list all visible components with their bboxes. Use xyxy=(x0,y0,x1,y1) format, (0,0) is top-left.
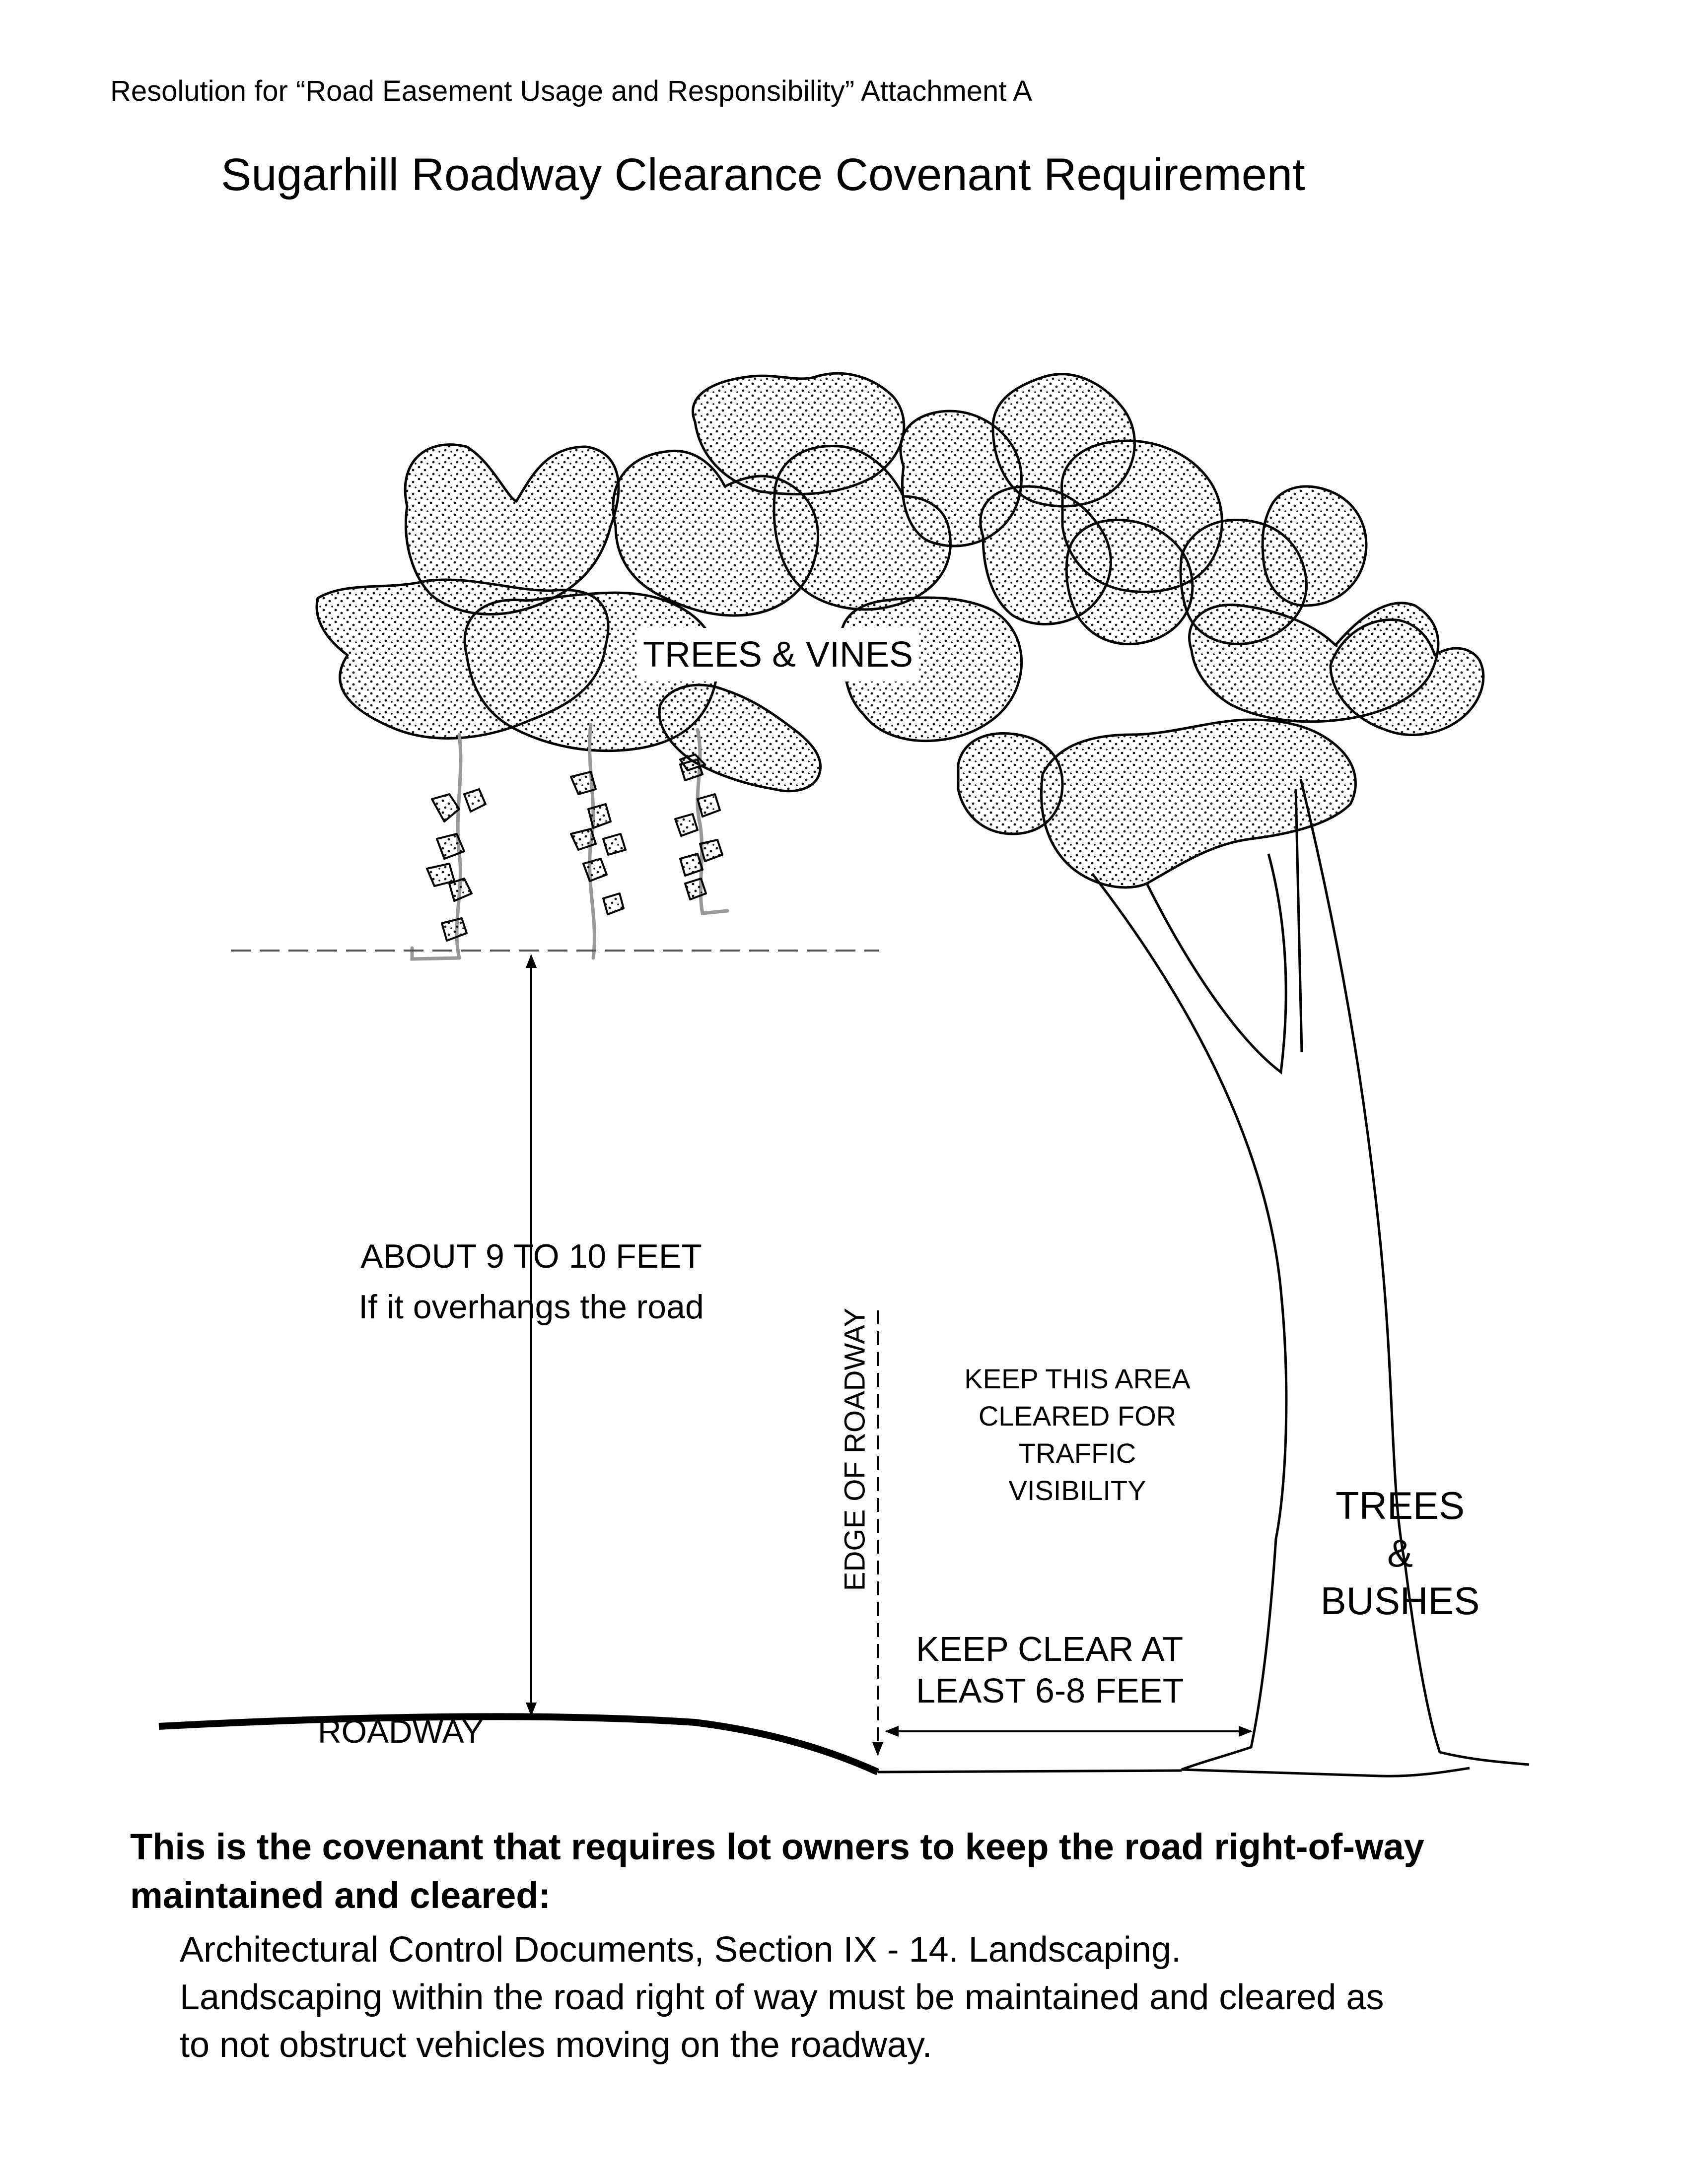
covenant-line: to not obstruct vehicles moving on the roadway. xyxy=(180,2025,932,2065)
visibility-line: KEEP THIS AREA xyxy=(964,1363,1191,1394)
ground-line xyxy=(878,1771,1182,1772)
covenant-line: Landscaping within the road right of way must be maintained and cleared as xyxy=(180,1978,1384,2017)
clearance-distance-label xyxy=(916,1628,1184,1711)
tree-label-line: & xyxy=(1387,1531,1413,1575)
visibility-area-label xyxy=(909,1360,1246,1509)
roadway-surface xyxy=(159,1716,878,1772)
tree-label-line: BUSHES xyxy=(1320,1579,1480,1623)
trees-bushes-label xyxy=(1306,1482,1494,1625)
clearance-height-note: If it overhangs the road xyxy=(358,1288,704,1326)
covenant-line: Architectural Control Documents, Section IX - 14. Landscaping. xyxy=(180,1930,1182,1970)
hanging-vines xyxy=(412,725,727,959)
canopy-label: TREES & VINES xyxy=(636,628,919,682)
resolution-header: Resolution for “Road Easement Usage and Responsibility” Attachment A xyxy=(110,75,1032,107)
distance-line: LEAST 6-8 FEET xyxy=(916,1671,1184,1710)
page-title: Sugarhill Roadway Clearance Covenant Requirement xyxy=(221,149,1305,200)
clearance-height-label xyxy=(308,1231,755,1332)
distance-line: KEEP CLEAR AT xyxy=(916,1630,1184,1668)
covenant-text xyxy=(180,1926,1644,2069)
visibility-line: VISIBILITY xyxy=(1008,1475,1146,1506)
covenant-heading: This is the covenant that requires lot owners to keep the road right-of-way maintained and cleared: xyxy=(130,1826,1424,1916)
roadway-label: ROADWAY xyxy=(318,1713,484,1750)
tree-label-line: TREES xyxy=(1335,1484,1465,1527)
tree-trunk xyxy=(1092,779,1529,1776)
visibility-line: TRAFFIC xyxy=(1018,1437,1136,1469)
clearance-height-value: ABOUT 9 TO 10 FEET xyxy=(360,1237,702,1275)
visibility-line: CLEARED FOR xyxy=(978,1400,1177,1432)
edge-of-roadway-label: EDGE OF ROADWAY xyxy=(839,1307,871,1591)
